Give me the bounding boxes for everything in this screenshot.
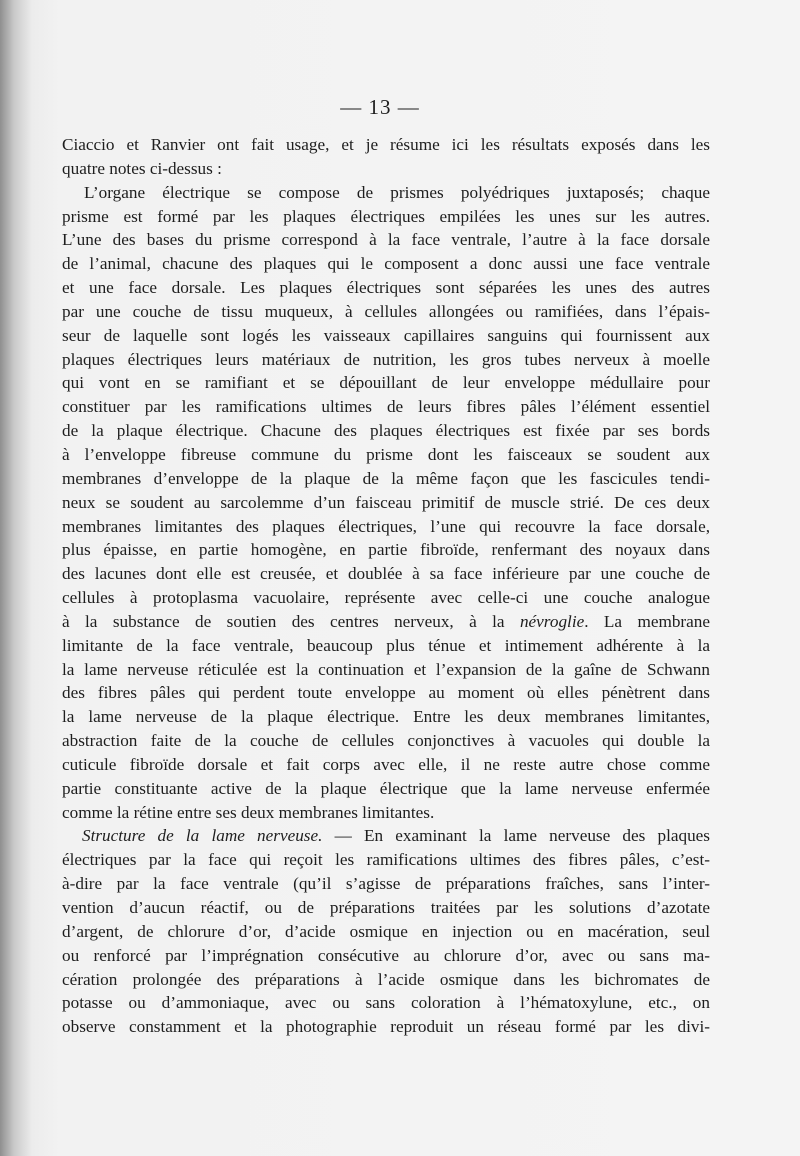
text-line: seur de laquelle sont logés les vaisseaux capillaires sanguins qui fournissent aux <box>62 325 710 345</box>
text-line: membranes limitantes des plaques électriques, l’une qui recouvre la face dorsale, <box>62 516 710 536</box>
text-line: limitante de la face ventrale, beaucoup plus ténue et intimement adhérente à la <box>62 635 710 655</box>
text-line: électriques par la face qui reçoit les ramifications ultimes des fibres pâles, c’est- <box>62 850 710 870</box>
text-line: comme la rétine entre ses deux membranes limitantes. <box>62 802 435 822</box>
text-line: des lacunes dont elle est creusée, et doublée à sa face inférieure par une couche de <box>62 564 710 584</box>
emphasized-term: névroglie <box>519 611 585 631</box>
text-line: des fibres pâles qui perdent toute enveloppe au moment où elles pénètrent dans <box>62 683 710 703</box>
text-line: abstraction faite de la couche de cellules conjonctives à vacuoles qui double la <box>62 731 710 751</box>
text-line: L’organe électrique se compose de prismes polyédriques juxtaposés; chaque <box>84 182 710 202</box>
section-heading-line <box>62 824 710 848</box>
page-number: — 13 — <box>340 95 420 119</box>
text-line: L’une des bases du prisme correspond à la face ventrale, l’autre à la face dorsale <box>62 230 710 250</box>
text-line: d’argent, de chlorure d’or, d’acide osmique en injection ou en macération, seul <box>62 921 710 941</box>
text-line: de la plaque électrique. Chacune des plaques électriques est fixée par ses bords <box>62 421 710 441</box>
text-line: plaques électriques leurs matériaux de nutrition, les gros tubes nerveux à moelle <box>62 349 710 369</box>
text-line: neux se soudent au sarcolemme d’un faisceau primitif de muscle strié. De ces deux <box>62 492 710 512</box>
text-line: Ciaccio et Ranvier ont fait usage, et je résume ici les résultats exposés dans les <box>62 135 710 154</box>
text-line: à-dire par la face ventrale (qu’il s’agisse de préparations fraîches, sans l’inter- <box>62 874 710 894</box>
text-line: à l’enveloppe fibreuse commune du prisme dont les faisceaux se soudent aux <box>62 444 710 464</box>
text-line: vention d’aucun réactif, ou de préparations traitées par les solutions d’azotate <box>62 898 710 917</box>
text-line: prisme est formé par les plaques électriques empilées les unes sur les autres. <box>62 206 710 226</box>
text-segment: . La membrane <box>584 611 710 631</box>
text-segment: à la substance de soutien des centres nerveux, à la <box>62 611 520 631</box>
body-text <box>62 133 710 1039</box>
text-line: par une couche de tissu muqueux, à cellules allongées ou ramifiées, dans l’épais- <box>62 301 710 321</box>
text-line-with-emphasis <box>62 610 710 634</box>
text-line: de l’animal, chacune des plaques qui le composent a donc aussi une face ventrale <box>62 254 710 274</box>
text-segment: — En examinant la lame nerveuse des plaques <box>322 826 710 846</box>
text-line: membranes d’enveloppe de la plaque de la même façon que les fascicules tendi- <box>62 468 710 488</box>
text-line: observe constamment et la photographie reproduit un réseau formé par les divi- <box>62 1017 710 1037</box>
text-line: cuticule fibroïde dorsale et fait corps avec elle, il ne reste autre chose comme <box>62 754 710 774</box>
text-line: cération prolongée des préparations à l’acide osmique dans les bichromates de <box>62 969 710 989</box>
text-line: quatre notes ci-dessus : <box>62 158 222 178</box>
text-line: plus épaisse, en partie homogène, en partie fibroïde, renfermant des noyaux dans <box>62 540 710 560</box>
text-line: cellules à protoplasma vacuolaire, représente avec celle-ci une couche analogue <box>62 588 710 608</box>
text-line: constituer par les ramifications ultimes de leurs fibres pâles l’élément essentiel <box>62 397 710 417</box>
text-line: potasse ou d’ammoniaque, avec ou sans coloration à l’hématoxylune, etc., on <box>62 993 710 1013</box>
text-line: la lame nerveuse réticulée est la continuation et l’expansion de la gaîne de Schwann <box>62 659 710 679</box>
text-line: partie constituante active de la plaque électrique que la lame nerveuse enfermée <box>62 778 710 798</box>
text-line: et une face dorsale. Les plaques électriques sont séparées les unes des autres <box>62 278 710 298</box>
text-line: la lame nerveuse de la plaque électrique. Entre les deux membranes limitantes, <box>62 707 710 727</box>
text-line: ou renforcé par l’imprégnation consécutive au chlorure d’or, avec ou sans ma- <box>62 945 710 965</box>
text-line: qui vont en se ramifiant et se dépouillant de leur enveloppe médullaire pour <box>62 373 710 393</box>
section-heading: Structure de la lame nerveuse. <box>82 826 323 846</box>
